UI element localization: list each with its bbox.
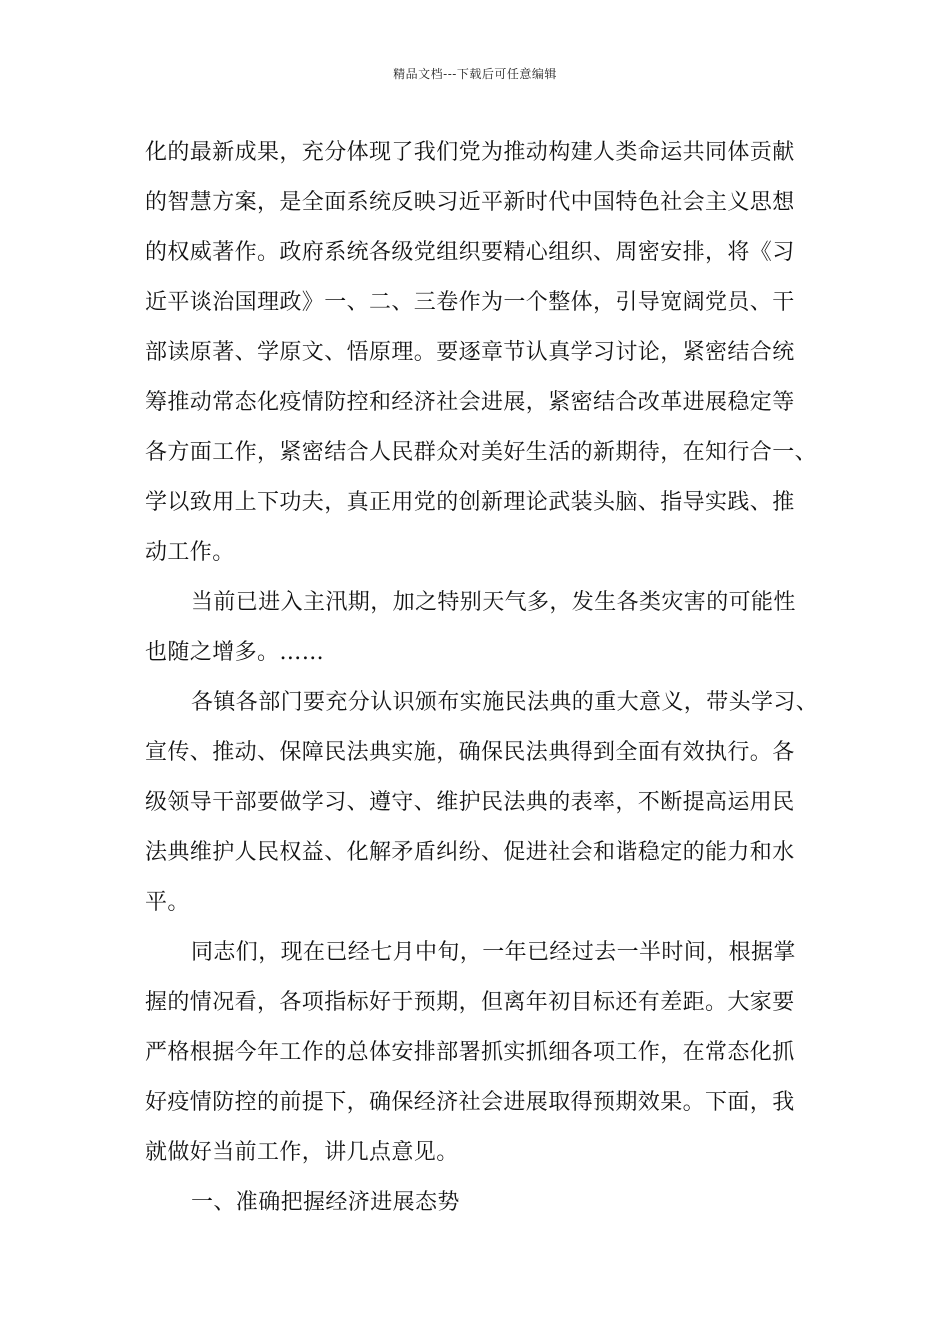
page-header: 精品文档---下载后可任意编辑 [393,67,557,81]
text-line: 筹推动常态化疫情防控和经济社会进展，紧密结合改革进展稳定等 [145,390,795,415]
text-line: 就做好当前工作，讲几点意见。 [145,1140,459,1165]
paragraph [145,128,835,578]
text-line: 同志们，现在已经七月中旬，一年已经过去一半时间，根据掌 [191,940,796,965]
paragraph [145,678,835,928]
text-line: 动工作。 [145,540,235,565]
text-line: 也随之增多。…… [145,640,325,665]
paragraph [145,928,835,1178]
paragraph [145,578,835,678]
text-line: 平。 [145,890,190,915]
text-line: 各方面工作，紧密结合人民群众对美好生活的新期待，在知行合一、 [145,440,818,465]
text-line: 的智慧方案，是全面系统反映习近平新时代中国特色社会主义思想 [145,190,795,215]
text-line: 部读原著、学原文、悟原理。要逐章节认真学习讨论，紧密结合统 [145,340,795,365]
text-line: 法典维护人民权益、化解矛盾纠纷、促进社会和谐稳定的能力和水 [145,840,795,865]
text-line: 当前已进入主汛期，加之特别天气多，发生各类灾害的可能性 [191,590,796,615]
text-line: 化的最新成果，充分体现了我们党为推动构建人类命运共同体贡献 [145,140,795,165]
text-line: 宣传、推动、保障民法典实施，确保民法典得到全面有效执行。各 [145,740,795,765]
text-line: 的权威著作。政府系统各级党组织要精心组织、周密安排，将《习 [145,240,795,265]
heading-line: 一、准确把握经济进展态势 [191,1190,460,1215]
section-heading [145,1178,835,1228]
text-line: 握的情况看，各项指标好于预期，但离年初目标还有差距。大家要 [145,990,795,1015]
text-line: 严格根据今年工作的总体安排部署抓实抓细各项工作，在常态化抓 [145,1040,795,1065]
text-line: 好疫情防控的前提下，确保经济社会进展取得预期效果。下面，我 [145,1090,795,1115]
text-line: 近平谈治国理政》一、二、三卷作为一个整体，引导宽阔党员、干 [145,290,795,315]
text-line: 级领导干部要做学习、遵守、维护民法典的表率，不断提高运用民 [145,790,795,815]
text-line: 学以致用上下功夫，真正用党的创新理论武装头脑、指导实践、推 [145,490,795,515]
document-body [145,128,835,1228]
text-line: 各镇各部门要充分认识颁布实施民法典的重大意义，带头学习、 [191,690,819,715]
